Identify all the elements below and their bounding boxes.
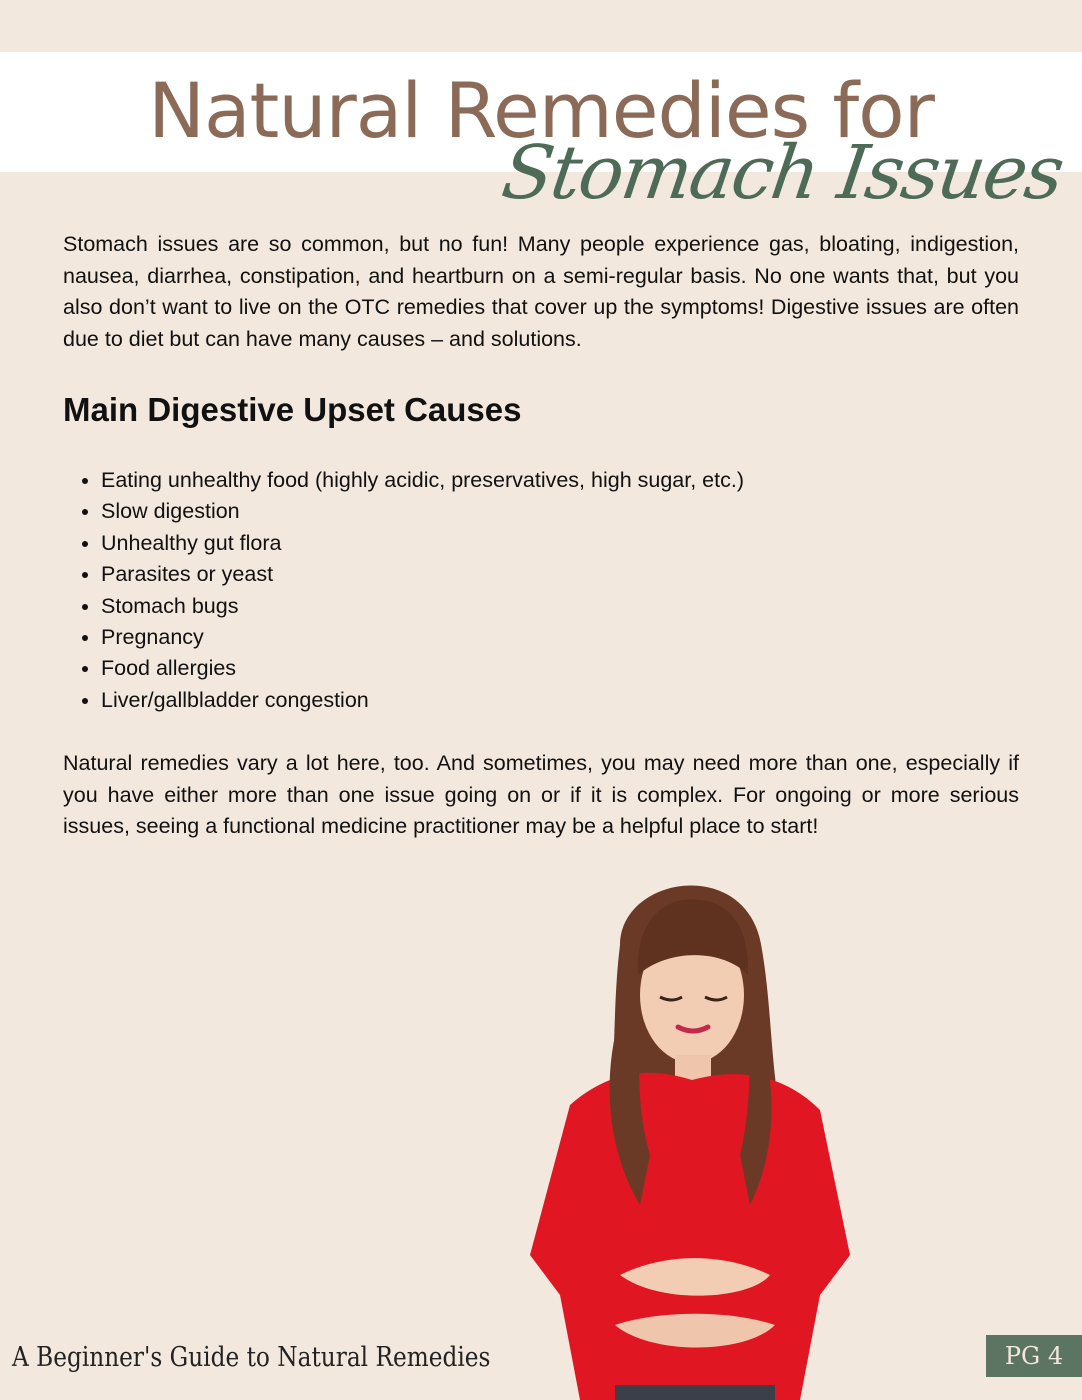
list-item: • Liver/gallbladder congestion [101, 685, 744, 716]
list-item: • Pregnancy [101, 622, 744, 653]
woman-stomach-ache-photo [500, 855, 870, 1400]
footer-guide-title: A Beginner's Guide to Natural Remedies [12, 1342, 491, 1373]
red-shirt [530, 1073, 850, 1400]
closing-paragraph: Natural remedies vary a lot here, too. And sometimes, you may need more than one, especially if you have either more than one issue going on or if it is complex. For ongoing or more serious issues, seeing a functional medicine practitioner may be a helpful place to start! [63, 751, 1019, 838]
list-item: • Eating unhealthy food (highly acidic, preservatives, high sugar, etc.) [101, 465, 744, 496]
page-title-script: Stomach Issues [497, 130, 1069, 216]
causes-list [63, 465, 744, 716]
page-title: Natural Remedies for [148, 66, 934, 155]
list-item: • Unhealthy gut flora [101, 528, 744, 559]
list-item: • Parasites or yeast [101, 559, 744, 590]
list-item: • Food allergies [101, 653, 744, 684]
list-item: • Stomach bugs [101, 591, 744, 622]
intro-paragraph: Stomach issues are so common, but no fun! Many people experience gas, bloating, indigestion, nausea, diarrhea, constipation, and heartburn on a semi-regular basis. No one wants that, but you also don’t want to live on the OTC remedies that cover up the symptoms! Digestive issues are often due to diet but can have many causes – and solutions. [63, 232, 1019, 351]
causes-heading: Main Digestive Upset Causes [63, 391, 522, 428]
page-number-badge: PG 4 [986, 1335, 1082, 1377]
list-item: • Slow digestion [101, 496, 744, 527]
